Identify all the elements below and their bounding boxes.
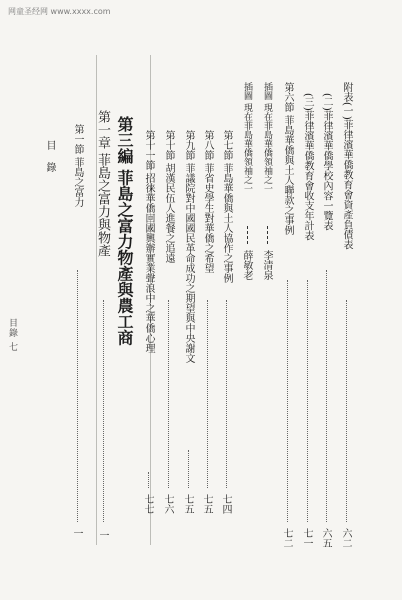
toc-section[interactable]: 第八節 菲省史學生對華僑之希望: [202, 130, 213, 274]
leader-dots: [103, 300, 104, 522]
page-number: 七七: [142, 494, 153, 514]
leader-dots: [168, 300, 169, 488]
page-number: 七四: [220, 494, 231, 514]
leader-dots: [188, 450, 189, 488]
toc-entry[interactable]: (三)菲律濱華僑教育會收支年計表: [302, 93, 313, 241]
leader-dots: [346, 300, 347, 522]
page-number: 七五: [182, 494, 193, 514]
watermark: 网童圣经网 www.xxxx.com: [8, 7, 111, 16]
dash-leader: [267, 226, 268, 244]
toc-section[interactable]: 第六節 菲島華僑與土人聯款之事例: [282, 82, 293, 236]
leader-dots: [307, 280, 308, 522]
leader-dots: [287, 280, 288, 522]
toc-illustration[interactable]: 插圖 現在菲島華僑領袖之一: [242, 82, 252, 193]
toc-section[interactable]: 第一節 菲島之富力: [72, 124, 83, 208]
leader-dots: [207, 300, 208, 488]
page-number: 六五: [320, 528, 331, 548]
dash-leader: [247, 226, 248, 244]
toc-title: 目錄: [44, 140, 55, 184]
page-number: 七二: [281, 528, 292, 548]
toc-section[interactable]: 第十一節 招徕華僑回國興辦實業聲浪中之華僑心理: [143, 130, 154, 354]
part-heading[interactable]: 第三編 菲島之富力物產與農工商: [115, 116, 134, 346]
toc-entry[interactable]: (二)菲律濱華僑學校內容一覽表: [321, 93, 332, 231]
running-header: 目錄 七: [7, 318, 17, 352]
illustration-name: 薛敏老: [241, 250, 252, 280]
leader-dots: [77, 270, 78, 522]
illustration-name: 李清泉: [261, 250, 272, 280]
leader-dots: [148, 472, 149, 488]
page-number: 一: [71, 528, 82, 538]
page-number: 一: [97, 530, 108, 540]
page-number: 七五: [201, 494, 212, 514]
toc-entry[interactable]: 附表(一)菲律濱華僑教育會資產負債表: [341, 82, 352, 250]
page-number: 六二: [340, 528, 351, 548]
toc-section[interactable]: 第七節 菲島華僑與土人協作之事例: [221, 130, 232, 284]
page-number: 七一: [301, 528, 312, 548]
page-number: 七六: [162, 494, 173, 514]
toc-illustration[interactable]: 插圖 現在菲島華僑領袖之一: [262, 82, 272, 193]
toc-section[interactable]: 第十節 胡漢民伍人進餐之追遠: [163, 130, 174, 264]
chapter-heading[interactable]: 第一章 菲島之富力與物產: [95, 110, 110, 258]
leader-dots: [326, 270, 327, 522]
leader-dots: [226, 300, 227, 488]
toc-section[interactable]: 第九節 菲議院對中國國民革命成功之期望與中央謝文: [183, 130, 194, 364]
